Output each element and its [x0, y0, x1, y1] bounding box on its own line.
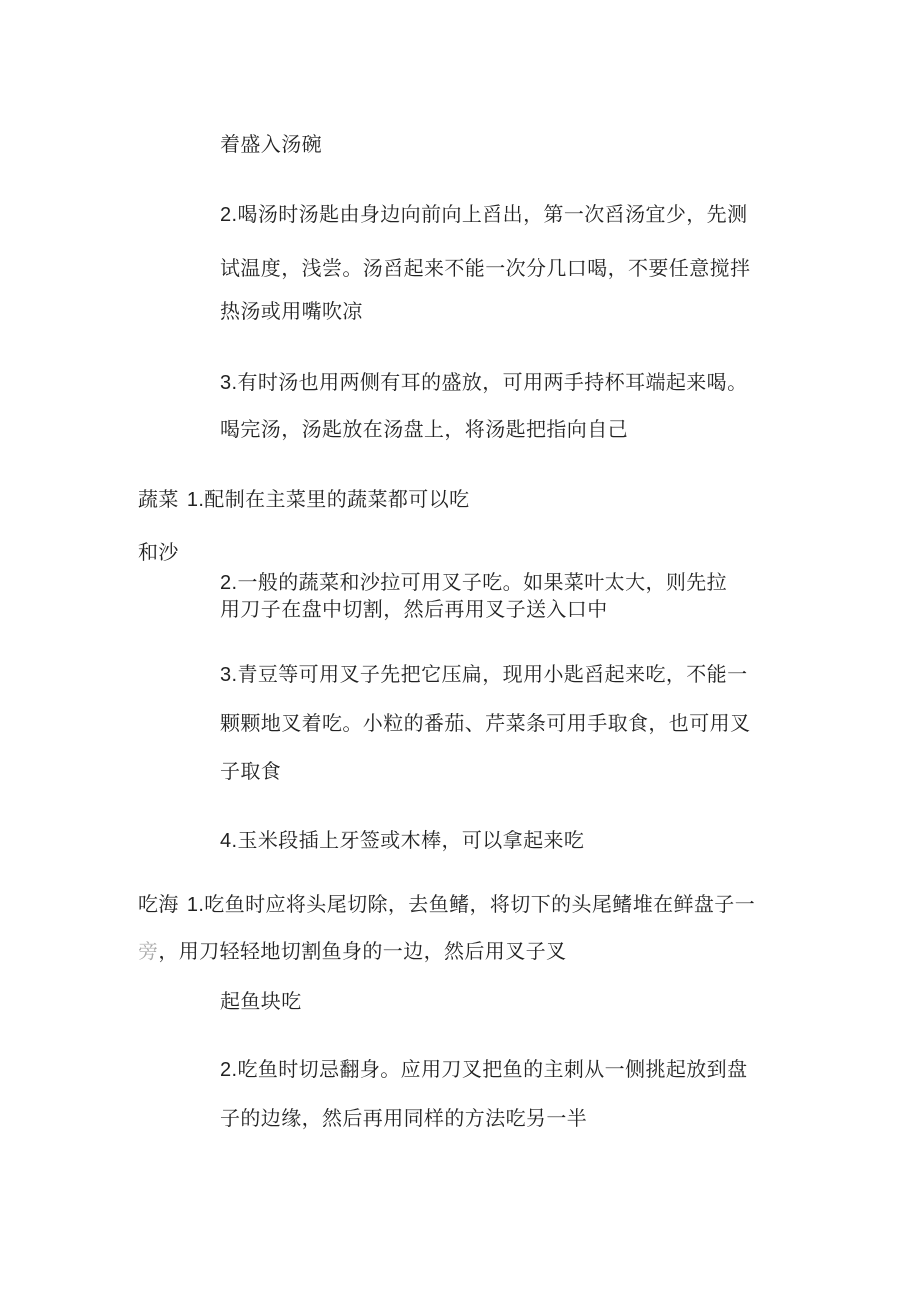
list-number: 2.	[220, 204, 238, 226]
list-number: 3.	[220, 664, 238, 686]
list-number: 2.	[220, 1059, 238, 1081]
seafood-item-2-line-2: 子的边缘，然后再用同样的方法吃另一半	[220, 1106, 588, 1130]
vegetables-item-1: 蔬菜 1.配制在主菜里的蔬菜都可以吃	[138, 487, 470, 511]
list-number: 1.	[186, 489, 205, 511]
vegetables-item-2-line-1: 2.一般的蔬菜和沙拉可用叉子吃。如果菜叶太大，则先拉	[220, 570, 728, 594]
vegetables-item-3-line-3: 子取食	[220, 759, 282, 783]
soup-item-3-line-1: 3.有时汤也用两侧有耳的盛放，可用两手持杯耳端起来喝。	[220, 370, 748, 394]
list-number: 2.	[220, 572, 238, 594]
seafood-item-2-line-1: 2.吃鱼时切忌翻身。应用刀叉把鱼的主刺从一侧挑起放到盘	[220, 1057, 748, 1081]
vegetables-item-3-line-2: 颗颗地叉着吃。小粒的番茄、芹菜条可用手取食，也可用叉	[220, 711, 751, 735]
seafood-item-1-line-2: 旁，用刀轻轻地切割鱼身的一边，然后用叉子叉	[138, 939, 567, 963]
faded-text: 旁	[138, 939, 159, 963]
soup-item-3-line-2: 喝完汤，汤匙放在汤盘上，将汤匙把指向自己	[220, 417, 628, 441]
seafood-item-1-line-1: 吃海 1.吃鱼时应将头尾切除，去鱼鳍，将切下的头尾鳍堆在鲜盘子一	[138, 892, 756, 916]
section-heading: 蔬菜	[138, 487, 179, 511]
soup-item-2-line-1: 2.喝汤时汤匙由身边向前向上舀出，第一次舀汤宜少，先测	[220, 202, 748, 226]
section-heading: 吃海	[138, 892, 179, 916]
list-number: 3.	[220, 372, 238, 394]
section-heading-continuation: 和沙	[138, 540, 179, 564]
seafood-item-1-line-3: 起鱼块吃	[220, 989, 302, 1013]
vegetables-item-2-line-2: 用刀子在盘中切割，然后再用叉子送入口中	[220, 597, 608, 621]
soup-continuation-line: 着盛入汤碗	[220, 132, 322, 156]
soup-item-2-line-3: 热汤或用嘴吹凉	[220, 299, 363, 323]
soup-item-2-line-2: 试温度，浅尝。汤舀起来不能一次分几口喝，不要任意搅拌	[220, 256, 751, 280]
list-number: 4.	[220, 830, 238, 852]
list-number: 1.	[186, 894, 205, 916]
vegetables-item-3-line-1: 3.青豆等可用叉子先把它压扁，现用小匙舀起来吃，不能一	[220, 662, 748, 686]
vegetables-item-4: 4.玉米段插上牙签或木棒，可以拿起来吃	[220, 828, 585, 852]
